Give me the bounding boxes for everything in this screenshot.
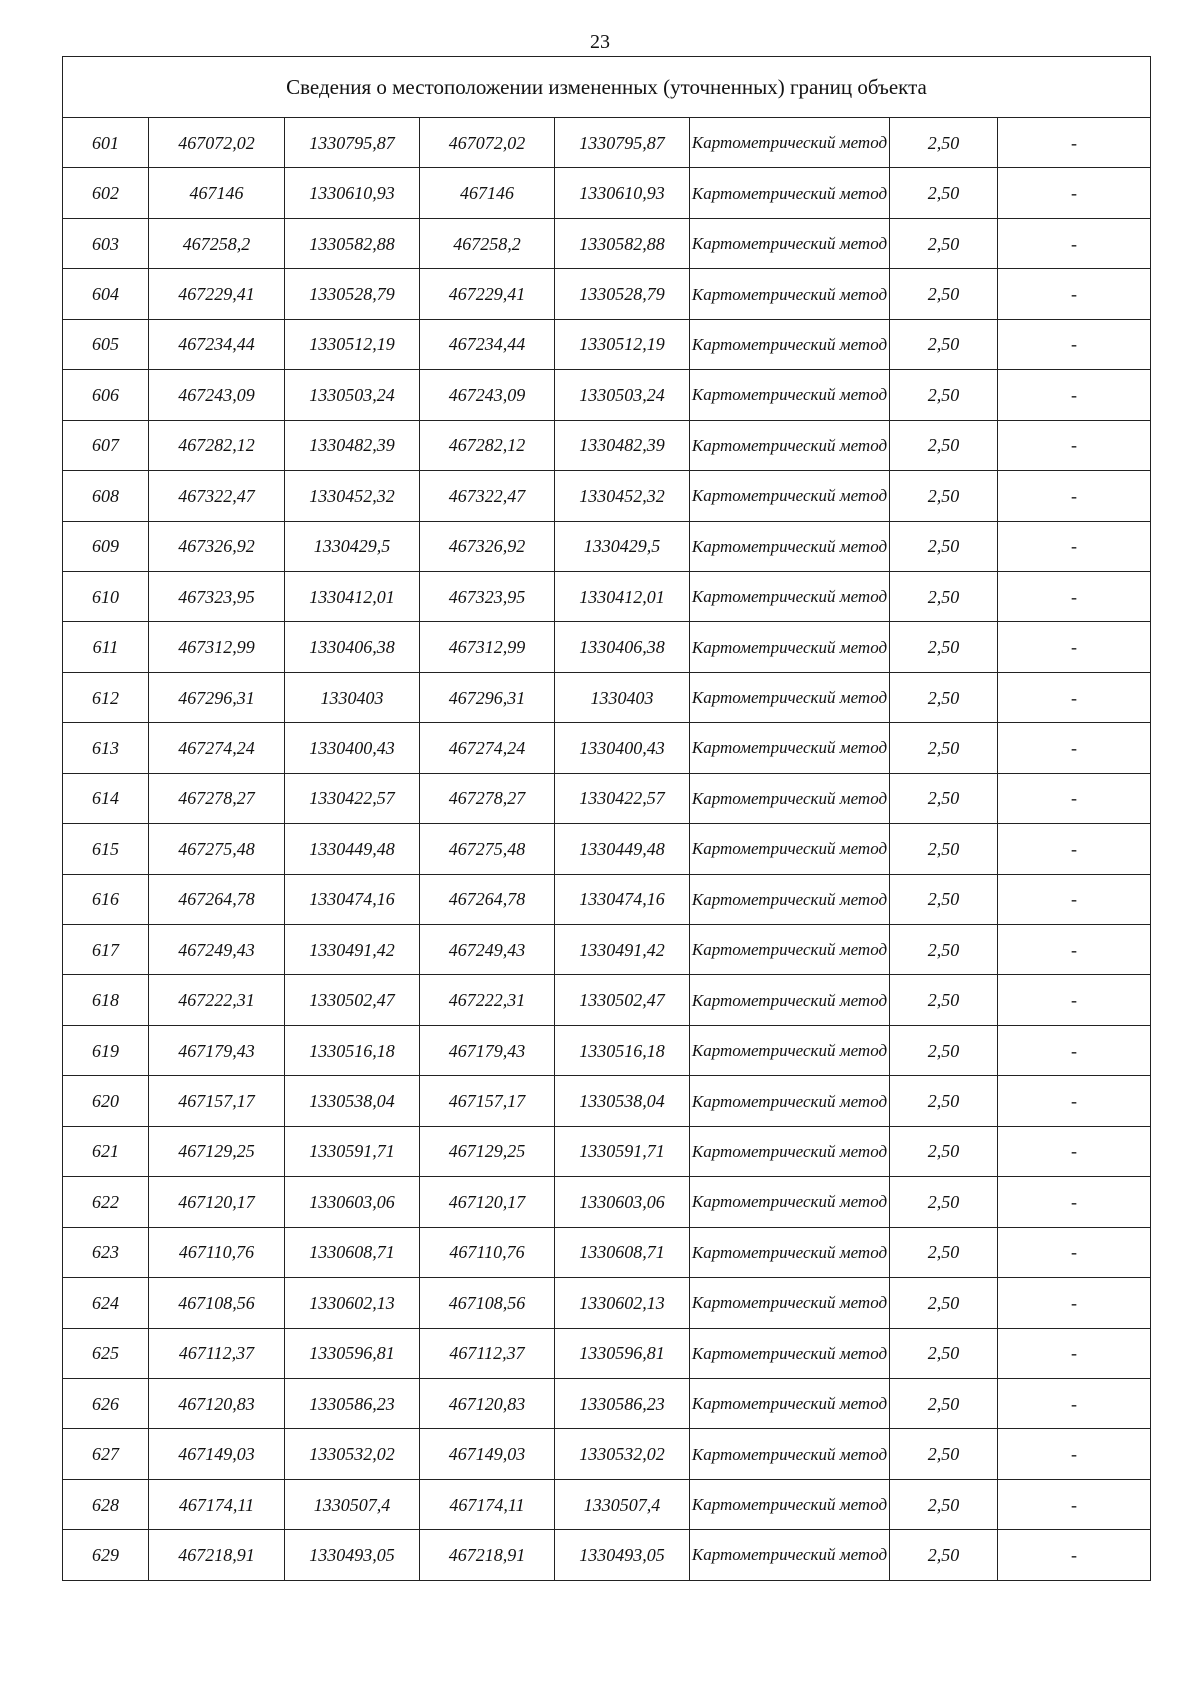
table-row xyxy=(63,471,1151,521)
method-cell: Картометрический метод xyxy=(690,824,890,874)
old-y-cell: 1330493,05 xyxy=(285,1530,420,1580)
description-cell: - xyxy=(998,370,1151,420)
table-row xyxy=(63,1076,1151,1126)
table-body xyxy=(63,57,1151,1581)
new-x-cell: 467264,78 xyxy=(420,874,555,924)
new-x-cell: 467322,47 xyxy=(420,471,555,521)
table-row xyxy=(63,1378,1151,1428)
point-number-cell: 609 xyxy=(63,521,149,571)
method-cell: Картометрический метод xyxy=(690,370,890,420)
old-x-cell: 467072,02 xyxy=(149,118,285,168)
old-y-cell: 1330482,39 xyxy=(285,420,420,470)
new-y-cell: 1330582,88 xyxy=(555,218,690,268)
table-row xyxy=(63,773,1151,823)
method-cell: Картометрический метод xyxy=(690,1126,890,1176)
method-cell: Картометрический метод xyxy=(690,1328,890,1378)
old-x-cell: 467243,09 xyxy=(149,370,285,420)
old-y-cell: 1330507,4 xyxy=(285,1479,420,1529)
point-number-cell: 607 xyxy=(63,420,149,470)
table-row xyxy=(63,824,1151,874)
old-x-cell: 467322,47 xyxy=(149,471,285,521)
new-x-cell: 467112,37 xyxy=(420,1328,555,1378)
accuracy-cell: 2,50 xyxy=(890,168,998,218)
table-row xyxy=(63,1025,1151,1075)
old-x-cell: 467323,95 xyxy=(149,571,285,621)
point-number-cell: 628 xyxy=(63,1479,149,1529)
page-number: 23 xyxy=(590,31,610,53)
new-y-cell: 1330610,93 xyxy=(555,168,690,218)
new-x-cell: 467234,44 xyxy=(420,319,555,369)
new-y-cell: 1330532,02 xyxy=(555,1429,690,1479)
table-row xyxy=(63,319,1151,369)
old-y-cell: 1330422,57 xyxy=(285,773,420,823)
new-y-cell: 1330596,81 xyxy=(555,1328,690,1378)
accuracy-cell: 2,50 xyxy=(890,1429,998,1479)
old-x-cell: 467174,11 xyxy=(149,1479,285,1529)
description-cell: - xyxy=(998,269,1151,319)
description-cell: - xyxy=(998,118,1151,168)
accuracy-cell: 2,50 xyxy=(890,1025,998,1075)
new-x-cell: 467229,41 xyxy=(420,269,555,319)
table-row xyxy=(63,1278,1151,1328)
old-y-cell: 1330474,16 xyxy=(285,874,420,924)
table-row xyxy=(63,370,1151,420)
old-x-cell: 467234,44 xyxy=(149,319,285,369)
method-cell: Картометрический метод xyxy=(690,1177,890,1227)
description-cell: - xyxy=(998,1530,1151,1580)
description-cell: - xyxy=(998,1076,1151,1126)
description-cell: - xyxy=(998,1378,1151,1428)
old-y-cell: 1330412,01 xyxy=(285,571,420,621)
accuracy-cell: 2,50 xyxy=(890,622,998,672)
method-cell: Картометрический метод xyxy=(690,1530,890,1580)
accuracy-cell: 2,50 xyxy=(890,471,998,521)
point-number-cell: 611 xyxy=(63,622,149,672)
old-y-cell: 1330602,13 xyxy=(285,1278,420,1328)
point-number-cell: 624 xyxy=(63,1278,149,1328)
table-row xyxy=(63,672,1151,722)
new-y-cell: 1330512,19 xyxy=(555,319,690,369)
accuracy-cell: 2,50 xyxy=(890,1378,998,1428)
table-row xyxy=(63,925,1151,975)
new-y-cell: 1330507,4 xyxy=(555,1479,690,1529)
description-cell: - xyxy=(998,1328,1151,1378)
method-cell: Картометрический метод xyxy=(690,521,890,571)
accuracy-cell: 2,50 xyxy=(890,370,998,420)
old-y-cell: 1330403 xyxy=(285,672,420,722)
table-row xyxy=(63,1328,1151,1378)
new-y-cell: 1330608,71 xyxy=(555,1227,690,1277)
new-x-cell: 467149,03 xyxy=(420,1429,555,1479)
table-row xyxy=(63,1227,1151,1277)
table-row xyxy=(63,521,1151,571)
old-y-cell: 1330502,47 xyxy=(285,975,420,1025)
new-y-cell: 1330603,06 xyxy=(555,1177,690,1227)
new-x-cell: 467312,99 xyxy=(420,622,555,672)
point-number-cell: 614 xyxy=(63,773,149,823)
method-cell: Картометрический метод xyxy=(690,975,890,1025)
old-y-cell: 1330491,42 xyxy=(285,925,420,975)
method-cell: Картометрический метод xyxy=(690,622,890,672)
new-x-cell: 467120,83 xyxy=(420,1378,555,1428)
accuracy-cell: 2,50 xyxy=(890,1530,998,1580)
new-y-cell: 1330474,16 xyxy=(555,874,690,924)
point-number-cell: 627 xyxy=(63,1429,149,1479)
table-row xyxy=(63,723,1151,773)
new-y-cell: 1330412,01 xyxy=(555,571,690,621)
new-x-cell: 467174,11 xyxy=(420,1479,555,1529)
method-cell: Картометрический метод xyxy=(690,1429,890,1479)
old-y-cell: 1330449,48 xyxy=(285,824,420,874)
new-y-cell: 1330586,23 xyxy=(555,1378,690,1428)
accuracy-cell: 2,50 xyxy=(890,1278,998,1328)
old-y-cell: 1330516,18 xyxy=(285,1025,420,1075)
description-cell: - xyxy=(998,521,1151,571)
accuracy-cell: 2,50 xyxy=(890,672,998,722)
new-y-cell: 1330452,32 xyxy=(555,471,690,521)
old-x-cell: 467312,99 xyxy=(149,622,285,672)
description-cell: - xyxy=(998,975,1151,1025)
old-y-cell: 1330429,5 xyxy=(285,521,420,571)
description-cell: - xyxy=(998,1025,1151,1075)
old-x-cell: 467129,25 xyxy=(149,1126,285,1176)
point-number-cell: 625 xyxy=(63,1328,149,1378)
new-x-cell: 467278,27 xyxy=(420,773,555,823)
table-row xyxy=(63,874,1151,924)
table-row xyxy=(63,1126,1151,1176)
new-x-cell: 467072,02 xyxy=(420,118,555,168)
old-y-cell: 1330586,23 xyxy=(285,1378,420,1428)
old-y-cell: 1330610,93 xyxy=(285,168,420,218)
old-y-cell: 1330582,88 xyxy=(285,218,420,268)
accuracy-cell: 2,50 xyxy=(890,1177,998,1227)
new-x-cell: 467218,91 xyxy=(420,1530,555,1580)
old-x-cell: 467112,37 xyxy=(149,1328,285,1378)
description-cell: - xyxy=(998,218,1151,268)
description-cell: - xyxy=(998,1126,1151,1176)
point-number-cell: 604 xyxy=(63,269,149,319)
point-number-cell: 621 xyxy=(63,1126,149,1176)
point-number-cell: 623 xyxy=(63,1227,149,1277)
description-cell: - xyxy=(998,1227,1151,1277)
old-x-cell: 467222,31 xyxy=(149,975,285,1025)
method-cell: Картометрический метод xyxy=(690,168,890,218)
old-x-cell: 467278,27 xyxy=(149,773,285,823)
new-x-cell: 467129,25 xyxy=(420,1126,555,1176)
old-y-cell: 1330603,06 xyxy=(285,1177,420,1227)
accuracy-cell: 2,50 xyxy=(890,824,998,874)
accuracy-cell: 2,50 xyxy=(890,269,998,319)
description-cell: - xyxy=(998,571,1151,621)
new-y-cell: 1330591,71 xyxy=(555,1126,690,1176)
new-x-cell: 467110,76 xyxy=(420,1227,555,1277)
table-row xyxy=(63,622,1151,672)
old-y-cell: 1330532,02 xyxy=(285,1429,420,1479)
point-number-cell: 602 xyxy=(63,168,149,218)
old-y-cell: 1330596,81 xyxy=(285,1328,420,1378)
accuracy-cell: 2,50 xyxy=(890,1227,998,1277)
new-y-cell: 1330422,57 xyxy=(555,773,690,823)
point-number-cell: 601 xyxy=(63,118,149,168)
accuracy-cell: 2,50 xyxy=(890,975,998,1025)
method-cell: Картометрический метод xyxy=(690,269,890,319)
description-cell: - xyxy=(998,622,1151,672)
method-cell: Картометрический метод xyxy=(690,420,890,470)
accuracy-cell: 2,50 xyxy=(890,1479,998,1529)
new-x-cell: 467179,43 xyxy=(420,1025,555,1075)
new-y-cell: 1330449,48 xyxy=(555,824,690,874)
point-number-cell: 608 xyxy=(63,471,149,521)
new-y-cell: 1330795,87 xyxy=(555,118,690,168)
description-cell: - xyxy=(998,874,1151,924)
old-y-cell: 1330512,19 xyxy=(285,319,420,369)
method-cell: Картометрический метод xyxy=(690,1025,890,1075)
description-cell: - xyxy=(998,723,1151,773)
description-cell: - xyxy=(998,773,1151,823)
table-row xyxy=(63,1479,1151,1529)
description-cell: - xyxy=(998,1429,1151,1479)
table-title: Сведения о местоположении измененных (уточненных) границ объекта xyxy=(63,57,1151,118)
point-number-cell: 603 xyxy=(63,218,149,268)
boundary-coordinates-table xyxy=(62,56,1151,1581)
new-x-cell: 467326,92 xyxy=(420,521,555,571)
method-cell: Картометрический метод xyxy=(690,319,890,369)
new-y-cell: 1330502,47 xyxy=(555,975,690,1025)
description-cell: - xyxy=(998,168,1151,218)
description-cell: - xyxy=(998,1479,1151,1529)
method-cell: Картометрический метод xyxy=(690,773,890,823)
old-y-cell: 1330406,38 xyxy=(285,622,420,672)
table-row xyxy=(63,218,1151,268)
old-x-cell: 467264,78 xyxy=(149,874,285,924)
accuracy-cell: 2,50 xyxy=(890,571,998,621)
old-x-cell: 467326,92 xyxy=(149,521,285,571)
accuracy-cell: 2,50 xyxy=(890,218,998,268)
table-row xyxy=(63,1530,1151,1580)
new-y-cell: 1330400,43 xyxy=(555,723,690,773)
old-x-cell: 467120,83 xyxy=(149,1378,285,1428)
new-y-cell: 1330491,42 xyxy=(555,925,690,975)
old-y-cell: 1330503,24 xyxy=(285,370,420,420)
method-cell: Картометрический метод xyxy=(690,723,890,773)
new-x-cell: 467108,56 xyxy=(420,1278,555,1328)
new-y-cell: 1330503,24 xyxy=(555,370,690,420)
new-x-cell: 467274,24 xyxy=(420,723,555,773)
new-y-cell: 1330528,79 xyxy=(555,269,690,319)
accuracy-cell: 2,50 xyxy=(890,874,998,924)
old-x-cell: 467282,12 xyxy=(149,420,285,470)
table-row xyxy=(63,168,1151,218)
method-cell: Картометрический метод xyxy=(690,1378,890,1428)
description-cell: - xyxy=(998,824,1151,874)
method-cell: Картометрический метод xyxy=(690,118,890,168)
point-number-cell: 620 xyxy=(63,1076,149,1126)
point-number-cell: 626 xyxy=(63,1378,149,1428)
old-y-cell: 1330795,87 xyxy=(285,118,420,168)
old-x-cell: 467110,76 xyxy=(149,1227,285,1277)
new-y-cell: 1330602,13 xyxy=(555,1278,690,1328)
new-y-cell: 1330482,39 xyxy=(555,420,690,470)
old-x-cell: 467157,17 xyxy=(149,1076,285,1126)
old-x-cell: 467120,17 xyxy=(149,1177,285,1227)
new-x-cell: 467249,43 xyxy=(420,925,555,975)
accuracy-cell: 2,50 xyxy=(890,773,998,823)
old-x-cell: 467149,03 xyxy=(149,1429,285,1479)
point-number-cell: 612 xyxy=(63,672,149,722)
new-y-cell: 1330429,5 xyxy=(555,521,690,571)
description-cell: - xyxy=(998,1278,1151,1328)
old-y-cell: 1330608,71 xyxy=(285,1227,420,1277)
new-y-cell: 1330538,04 xyxy=(555,1076,690,1126)
new-y-cell: 1330406,38 xyxy=(555,622,690,672)
old-x-cell: 467274,24 xyxy=(149,723,285,773)
new-x-cell: 467157,17 xyxy=(420,1076,555,1126)
description-cell: - xyxy=(998,925,1151,975)
accuracy-cell: 2,50 xyxy=(890,319,998,369)
old-x-cell: 467108,56 xyxy=(149,1278,285,1328)
method-cell: Картометрический метод xyxy=(690,925,890,975)
method-cell: Картометрический метод xyxy=(690,874,890,924)
description-cell: - xyxy=(998,420,1151,470)
method-cell: Картометрический метод xyxy=(690,218,890,268)
old-x-cell: 467258,2 xyxy=(149,218,285,268)
method-cell: Картометрический метод xyxy=(690,471,890,521)
description-cell: - xyxy=(998,1177,1151,1227)
old-y-cell: 1330400,43 xyxy=(285,723,420,773)
point-number-cell: 622 xyxy=(63,1177,149,1227)
point-number-cell: 617 xyxy=(63,925,149,975)
point-number-cell: 618 xyxy=(63,975,149,1025)
table-row xyxy=(63,1177,1151,1227)
new-y-cell: 1330493,05 xyxy=(555,1530,690,1580)
point-number-cell: 610 xyxy=(63,571,149,621)
old-x-cell: 467229,41 xyxy=(149,269,285,319)
table-title-row xyxy=(63,57,1151,118)
point-number-cell: 615 xyxy=(63,824,149,874)
method-cell: Картометрический метод xyxy=(690,672,890,722)
table-row xyxy=(63,571,1151,621)
description-cell: - xyxy=(998,319,1151,369)
old-x-cell: 467146 xyxy=(149,168,285,218)
accuracy-cell: 2,50 xyxy=(890,521,998,571)
table-row xyxy=(63,420,1151,470)
new-x-cell: 467296,31 xyxy=(420,672,555,722)
old-y-cell: 1330452,32 xyxy=(285,471,420,521)
new-x-cell: 467282,12 xyxy=(420,420,555,470)
old-y-cell: 1330538,04 xyxy=(285,1076,420,1126)
method-cell: Картометрический метод xyxy=(690,1227,890,1277)
old-x-cell: 467296,31 xyxy=(149,672,285,722)
new-x-cell: 467146 xyxy=(420,168,555,218)
point-number-cell: 605 xyxy=(63,319,149,369)
point-number-cell: 613 xyxy=(63,723,149,773)
new-x-cell: 467222,31 xyxy=(420,975,555,1025)
new-x-cell: 467323,95 xyxy=(420,571,555,621)
accuracy-cell: 2,50 xyxy=(890,118,998,168)
point-number-cell: 619 xyxy=(63,1025,149,1075)
method-cell: Картометрический метод xyxy=(690,571,890,621)
accuracy-cell: 2,50 xyxy=(890,1076,998,1126)
table-row xyxy=(63,975,1151,1025)
new-y-cell: 1330516,18 xyxy=(555,1025,690,1075)
table-row xyxy=(63,118,1151,168)
old-x-cell: 467218,91 xyxy=(149,1530,285,1580)
table-row xyxy=(63,1429,1151,1479)
new-x-cell: 467275,48 xyxy=(420,824,555,874)
accuracy-cell: 2,50 xyxy=(890,925,998,975)
old-y-cell: 1330528,79 xyxy=(285,269,420,319)
accuracy-cell: 2,50 xyxy=(890,723,998,773)
description-cell: - xyxy=(998,471,1151,521)
old-x-cell: 467179,43 xyxy=(149,1025,285,1075)
method-cell: Картометрический метод xyxy=(690,1278,890,1328)
old-x-cell: 467275,48 xyxy=(149,824,285,874)
new-y-cell: 1330403 xyxy=(555,672,690,722)
table-row xyxy=(63,269,1151,319)
method-cell: Картометрический метод xyxy=(690,1076,890,1126)
new-x-cell: 467243,09 xyxy=(420,370,555,420)
accuracy-cell: 2,50 xyxy=(890,1126,998,1176)
old-x-cell: 467249,43 xyxy=(149,925,285,975)
description-cell: - xyxy=(998,672,1151,722)
new-x-cell: 467120,17 xyxy=(420,1177,555,1227)
accuracy-cell: 2,50 xyxy=(890,1328,998,1378)
point-number-cell: 606 xyxy=(63,370,149,420)
point-number-cell: 629 xyxy=(63,1530,149,1580)
point-number-cell: 616 xyxy=(63,874,149,924)
accuracy-cell: 2,50 xyxy=(890,420,998,470)
old-y-cell: 1330591,71 xyxy=(285,1126,420,1176)
method-cell: Картометрический метод xyxy=(690,1479,890,1529)
new-x-cell: 467258,2 xyxy=(420,218,555,268)
